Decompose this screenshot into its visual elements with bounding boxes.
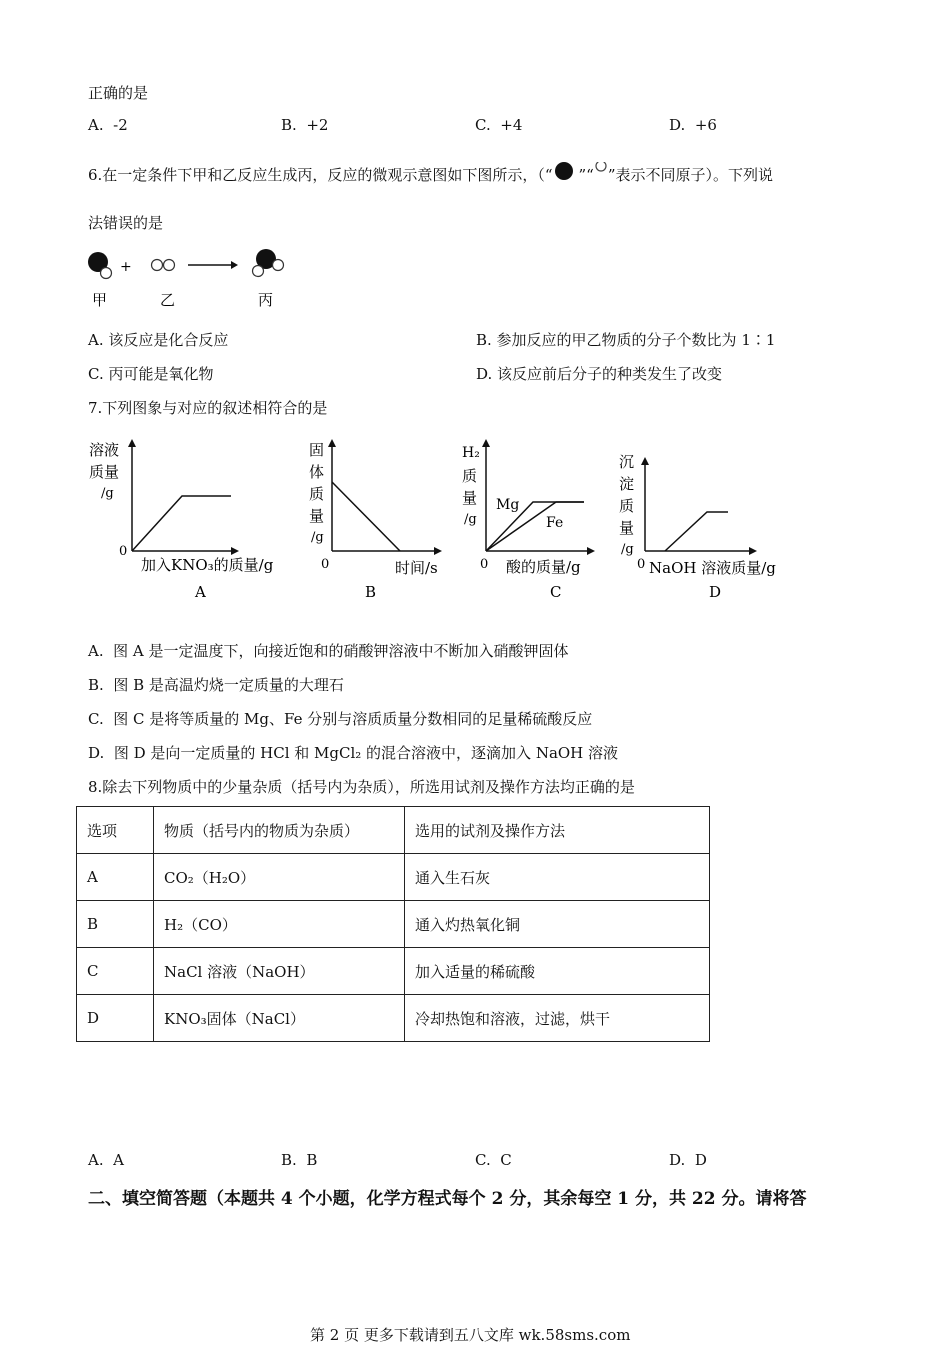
table-row <box>77 854 710 901</box>
graph-b <box>305 435 455 605</box>
q6-option-b: B. 参加反应的甲乙物质的分子个数比为 1∶1 <box>476 331 776 349</box>
graph-b-caption: B <box>365 583 377 601</box>
graph-a-ylabel-2: 质量 <box>89 463 120 481</box>
q6-option-a: A. 该反应是化合反应 <box>88 331 229 349</box>
graph-c-ylabel-2: 质 <box>462 467 478 485</box>
graph-d-origin: 0 <box>637 557 646 572</box>
table-cell: C <box>77 948 154 995</box>
graph-a-origin: 0 <box>119 544 128 559</box>
graph-d-ylabel-1: 沉 <box>619 453 635 471</box>
q8-option-a: A. A <box>88 1151 124 1169</box>
table-cell: KNO₃固体（NaCl） <box>154 995 405 1042</box>
q8-option-d: D. D <box>669 1151 707 1169</box>
table-header-cell: 选项 <box>77 807 154 854</box>
q7-option-d: D. 图 D 是向一定质量的 HCl 和 MgCl₂ 的混合溶液中，逐滴加入 NaOH 溶液 <box>88 744 619 762</box>
table-cell: D <box>77 995 154 1042</box>
graph-d-ylabel-2: 淀 <box>619 475 635 493</box>
graph-b-xlabel: 时间/s <box>395 559 438 577</box>
graph-d-xlabel: NaOH 溶液质量/g <box>649 559 776 577</box>
q8-stem: 8.除去下列物质中的少量杂质（括号内为杂质），所选用试剂及操作方法均正确的是 <box>88 778 635 796</box>
q6-option-c: C. 丙可能是氧化物 <box>88 365 214 383</box>
graph-b-ylabel-4: 量 <box>309 507 325 525</box>
graph-c-ylabel-4: /g <box>464 512 477 527</box>
graph-d-caption: D <box>709 583 722 601</box>
graph-c-origin: 0 <box>480 557 489 572</box>
graph-b-curve <box>332 482 400 551</box>
graph-a <box>85 435 295 605</box>
table-cell: 通入灼热氧化铜 <box>405 901 710 948</box>
q6-stem-line1: 6.在一定条件下甲和乙反应生成丙，反应的微观示意图如下图所示，（“ ”“ ”表示不同原子）。下列说 <box>88 162 773 185</box>
graph-a-ylabel-1: 溶液 <box>89 441 120 459</box>
table-cell: NaCl 溶液（NaOH） <box>154 948 405 995</box>
graph-b-ylabel-2: 体 <box>309 463 325 481</box>
plus-sign: + <box>120 259 132 275</box>
molecule-jia <box>88 252 112 279</box>
molecule-yi <box>152 260 175 271</box>
graph-c-label-fe: Fe <box>546 515 564 531</box>
table-cell: 加入适量的稀硫酸 <box>405 948 710 995</box>
graph-b-ylabel-3: 质 <box>309 485 325 503</box>
table-cell: 通入生石灰 <box>405 854 710 901</box>
graph-d-ylabel-4: 量 <box>619 519 635 537</box>
graph-a-caption: A <box>195 583 206 601</box>
graph-d-ylabel-3: 质 <box>619 497 635 515</box>
page-footer: 第 2 页 更多下载请到五八文库 wk.58sms.com <box>310 1326 631 1344</box>
table-row <box>77 901 710 948</box>
q5-tail: 正确的是 <box>88 84 149 102</box>
graph-b-origin: 0 <box>321 557 330 572</box>
table-cell: 冷却热饱和溶液，过滤，烘干 <box>405 995 710 1042</box>
table-cell: A <box>77 854 154 901</box>
reaction-diagram <box>86 245 296 315</box>
molecule-bing <box>253 249 284 277</box>
section2-title: 二、填空简答题（本题共 4 个小题，化学方程式每个 2 分，其余每空 1 分，共 22 分。请将答 <box>88 1189 807 1209</box>
graph-a-xlabel: 加入KNO₃的质量/g <box>141 556 274 574</box>
graph-d <box>615 435 785 605</box>
label-jia: 甲 <box>92 291 108 309</box>
reaction-arrow <box>188 261 238 269</box>
q6-option-d: D. 该反应前后分子的种类发生了改变 <box>476 365 723 383</box>
q7-stem: 7.下列图象与对应的叙述相符合的是 <box>88 399 328 417</box>
q5-option-b: B. +2 <box>281 116 329 134</box>
table-header-row <box>77 807 710 854</box>
table-header-cell: 物质（括号内的物质为杂质） <box>154 807 405 854</box>
label-yi: 乙 <box>160 291 176 309</box>
graph-b-ylabel-5: /g <box>311 530 324 545</box>
q6-stem-line2: 法错误的是 <box>88 214 164 232</box>
table-cell: H₂（CO） <box>154 901 405 948</box>
graph-c-caption: C <box>550 583 562 601</box>
graph-a-ylabel-3: /g <box>101 486 114 501</box>
graph-b-ylabel-1: 固 <box>309 441 325 459</box>
q5-option-c: C. +4 <box>475 116 523 134</box>
table-header-cell: 选用的试剂及操作方法 <box>405 807 710 854</box>
table-cell: B <box>77 901 154 948</box>
small-atom-icon <box>594 162 608 184</box>
graph-c-ylabel-3: 量 <box>462 489 478 507</box>
q7-option-a: A. 图 A 是一定温度下，向接近饱和的硝酸钾溶液中不断加入硝酸钾固体 <box>88 642 569 660</box>
graph-d-ylabel-5: /g <box>621 542 634 557</box>
graph-a-curve <box>132 496 231 551</box>
q5-option-d: D. +6 <box>669 116 717 134</box>
graph-c-ylabel-1: H₂ <box>462 445 480 461</box>
q8-option-c: C. C <box>475 1151 512 1169</box>
q5-option-a: A. -2 <box>88 116 128 134</box>
graph-c-xlabel: 酸的质量/g <box>506 558 581 576</box>
graph-c-label-mg: Mg <box>496 497 520 513</box>
label-bing: 丙 <box>258 291 274 309</box>
q8-option-b: B. B <box>281 1151 318 1169</box>
table-row <box>77 948 710 995</box>
table-cell: CO₂（H₂O） <box>154 854 405 901</box>
table-row <box>77 995 710 1042</box>
big-atom-icon <box>552 162 578 184</box>
q8-table <box>76 806 710 1042</box>
graph-c <box>458 435 608 605</box>
q7-option-b: B. 图 B 是高温灼烧一定质量的大理石 <box>88 676 344 694</box>
graph-d-curve <box>665 512 728 551</box>
q7-option-c: C. 图 C 是将等质量的 Mg、Fe 分别与溶质质量分数相同的足量稀硫酸反应 <box>88 710 593 728</box>
